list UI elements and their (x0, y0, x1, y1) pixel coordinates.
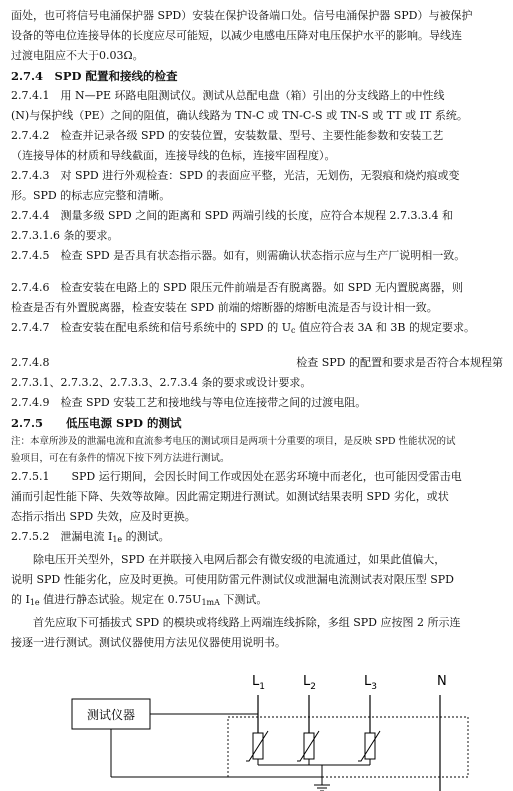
clause-2-7-4-6-line-2: 检查是否有外置脱离器，检查安装在 SPD 前端的熔断器的熔断电流是否与设计相一致。 (11, 301, 438, 314)
clause-2-7-4-5: 2.7.4.5 检查 SPD 是否具有状态指示器。如有，则需确认状态指示应与生产厂说明相一致。 (11, 249, 466, 262)
clause-2-7-4-6-line-1: 2.7.4.6 检查安装在电路上的 SPD 限压元件前端是否有脱离器。如 SPD 无内置脱离器，则 (11, 281, 463, 294)
i1e-subscript: 1e (112, 535, 123, 544)
spd-test-wiring-diagram (0, 615, 513, 791)
clause-2-7-5-2-text: 2.7.5.2 泄漏电流 I (11, 530, 113, 543)
intro-line-1: 面处，也可将信号电涌保护器 SPD）安装在保护设备端口处。信号电涌保护器 SPD）与被保护 (11, 9, 473, 22)
clause-2-7-4-1-line-1: 2.7.4.1 用 N—PE 环路电阻测试仪。测试从总配电盘（箱）引出的分支线路上的中性线 (11, 89, 445, 102)
clause-2-7-4-8-line-2: 2.7.3.1、2.7.3.2、2.7.3.3、2.7.3.4 条的要求或设计要求。 (11, 376, 312, 389)
intro-line-2: 设备的等电位连接导体的长度应尽可能短，以减少电感电压降对电压保护水平的影响。导线连 (11, 29, 462, 42)
spd-enclosure-dashed (228, 717, 468, 777)
test-instrument-label: 测试仪器 (86, 708, 136, 722)
line-label-l2: $L_2$ (303, 674, 316, 692)
clause-2-7-5-1-line-1: 2.7.5.1 SPD 运行期间，会因长时间工作或因处在恶劣环境中而老化，也可能因受雷击电 (11, 470, 462, 483)
clause-2-7-4-9: 2.7.4.9 检查 SPD 安装工艺和接地线与等电位连接带之间的过渡电阻。 (11, 396, 367, 409)
intro-line-3: 过渡电阻应不大于0.03Ω。 (11, 49, 144, 62)
body-paragraph-1-line-2: 说明 SPD 性能劣化，应及时更换。可使用防雷元件测试仪或泄漏电流测试表对限压型 SPD (11, 573, 454, 586)
clause-2-7-4-1-line-2: (N)与保护线（PE）之间的阻值，确认线路为 TN-C 或 TN-C-S 或 TN-S 或 TT 或 IT 系统。 (11, 109, 468, 122)
document-page (11, 6, 503, 653)
section-heading-2-7-4: 2.7.4 SPD 配置和接线的检查 (11, 69, 178, 83)
line-label-l1: $L_1$ (252, 674, 265, 692)
clause-2-7-5-1-line-2: 涌而引起性能下降、失效等故障。因此需定期进行测试。如测试结果表明 SPD 劣化，或状 (11, 490, 449, 503)
uc-subscript: c (291, 326, 296, 335)
varistor-l3 (358, 731, 380, 765)
clause-2-7-4-3-line-2: 形。SPD 的标志应完整和清晰。 (11, 189, 171, 202)
body-paragraph-1-text-a: 的 I (11, 593, 30, 606)
clause-2-7-4-7-text-end: 值应符合表 3A 和 3B 的规定要求。 (295, 321, 475, 334)
clause-2-7-5-2 (11, 527, 503, 550)
note-line-1: 注：本章所涉及的泄漏电流和直流参考电压的测试项目是两项十分重要的项目，是反映 SPD 性能状况的试 (11, 436, 456, 447)
clause-2-7-4-3-line-1: 2.7.4.3 对 SPD 进行外观检查：SPD 的表面应平整，光洁，无划伤，无裂痕和烧灼痕或变 (11, 169, 460, 182)
clause-2-7-4-7 (11, 318, 503, 341)
body-paragraph-2-line-1: 首先应取下可插拔式 SPD 的模块或将线路上两端连线拆除，多组 SPD 应按图 2 所示连 (33, 616, 461, 629)
body-paragraph-2-line-2: 接逐一进行测试。测试仪器使用方法见仪器使用说明书。 (11, 636, 286, 649)
body-paragraph-1-text-b: 值进行静态试验。规定在 0.75U (39, 593, 202, 606)
clause-2-7-4-2-line-2: （连接导体的材质和导线截面，连接导线的色标，连接牢固程度）。 (11, 149, 336, 162)
spacer (11, 341, 503, 353)
clause-2-7-5-2-text-end: 的测试。 (122, 530, 170, 543)
body-paragraph-1-line-1: 除电压开关型外，SPD 在并联接入电网后都会有微安级的电流通过，如果此值偏大， (33, 553, 446, 566)
body-paragraph-1-text-c: 下测试。 (219, 593, 268, 606)
clause-2-7-4-2-line-1: 2.7.4.2 检查并记录各级 SPD 的安装位置，安装数量、型号、主要性能参数和安装工艺 (11, 129, 444, 142)
note-line-2: 验项目，可在有条件的情况下按下列方法进行测试。 (11, 453, 230, 464)
clause-2-7-4-4-line-2: 2.7.3.1.6 条的要求。 (11, 229, 119, 242)
line-label-l3: $L_3$ (364, 674, 377, 692)
clause-2-7-5-1-line-3: 态指示指出 SPD 失效，应及时更换。 (11, 510, 196, 523)
clause-2-7-4-7-text: 2.7.4.7 检查安装在配电系统和信号系统中的 SPD 的 U (11, 321, 291, 334)
varistor-l1 (246, 731, 268, 765)
clause-2-7-4-8-number: 2.7.4.8 (11, 356, 50, 369)
line-label-n: N (437, 674, 447, 689)
i1e-subscript: 1e (29, 598, 40, 607)
spacer (11, 266, 503, 278)
clause-2-7-4-4-line-1: 2.7.4.4 测量多级 SPD 之间的距离和 SPD 两端引线的长度，应符合本规程 2.7.3.3.4 和 (11, 209, 453, 222)
u1ma-subscript: 1mA (201, 598, 220, 607)
clause-2-7-4-8-text: 检查 SPD 的配置和要求是否符合本规程第 (296, 356, 503, 369)
section-heading-2-7-5: 2.7.5 低压电源 SPD 的测试 (11, 416, 182, 430)
clause-2-7-4-8-line-1 (11, 353, 503, 373)
body-paragraph-1-line-3 (11, 590, 503, 613)
varistor-l2 (297, 731, 319, 765)
ground-icon (314, 785, 330, 791)
